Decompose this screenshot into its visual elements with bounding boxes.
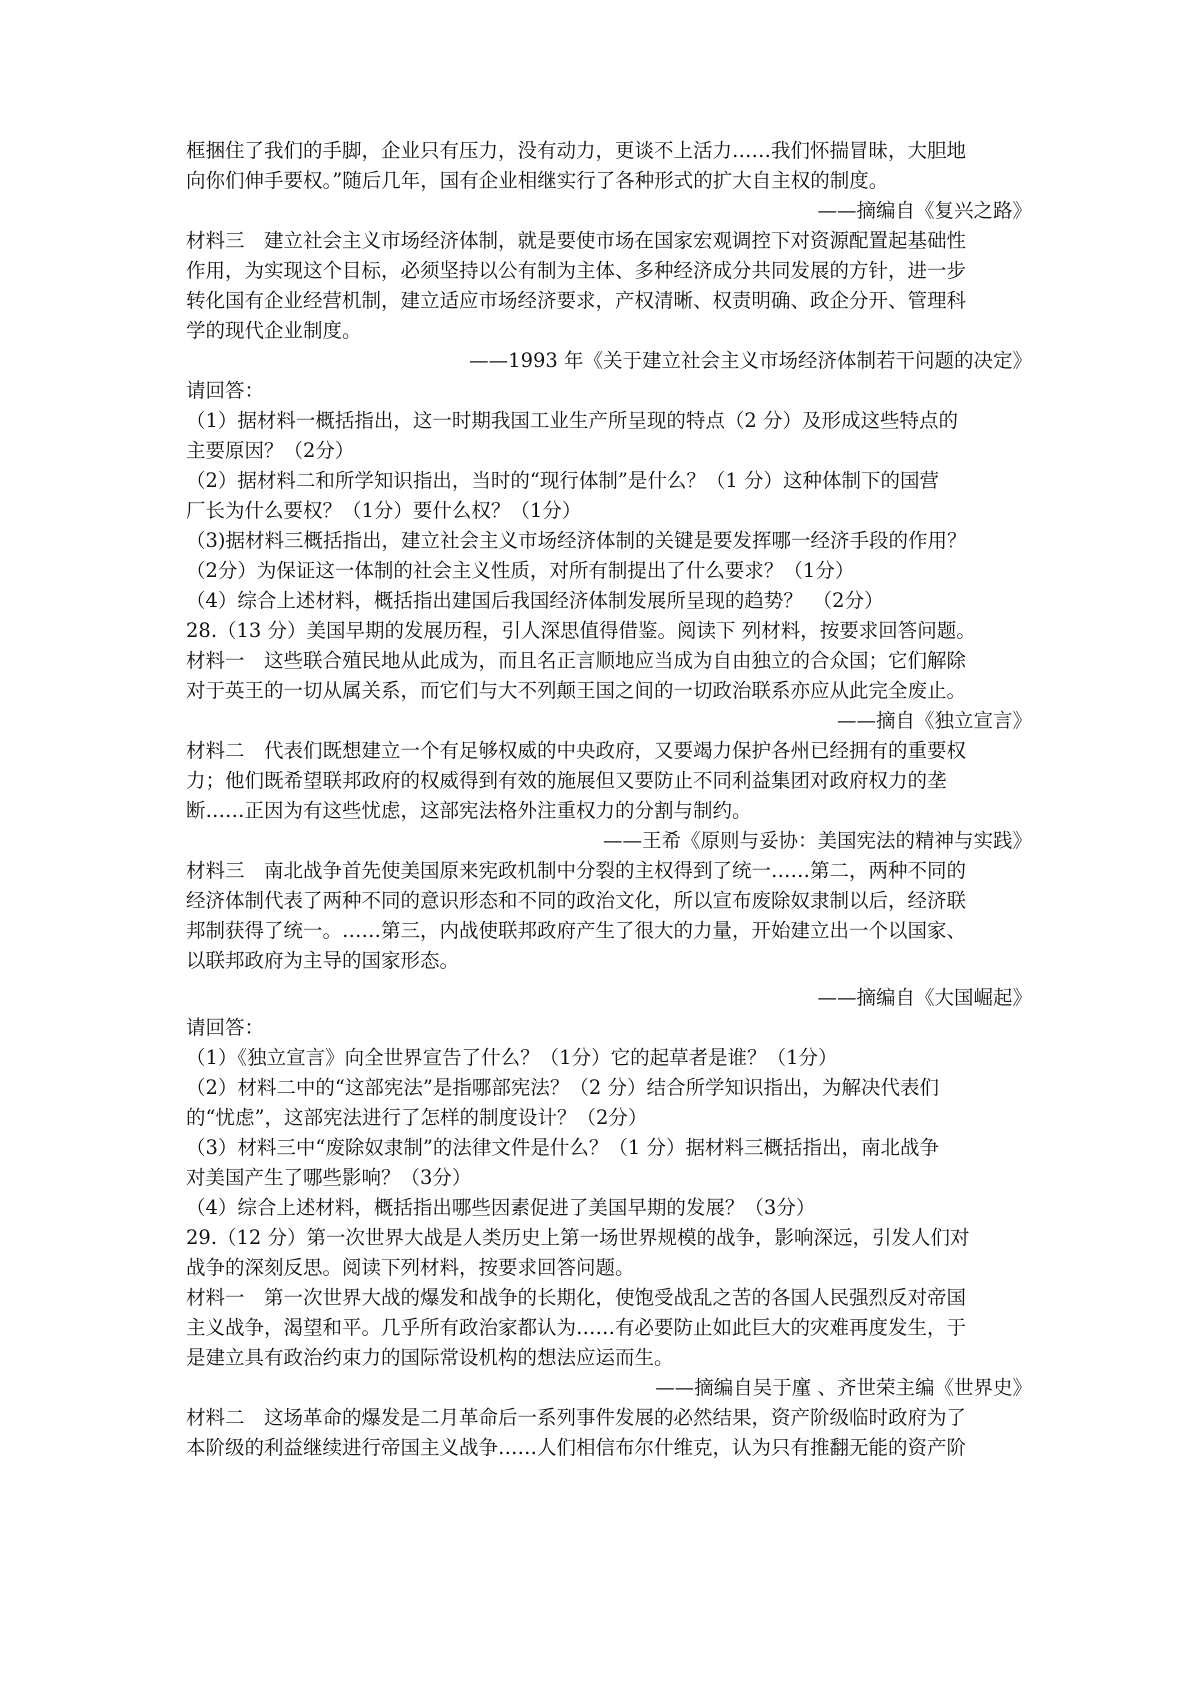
text-line: （1）据材料一概括指出，这一时期我国工业生产所呈现的特点（2 分）及形成这些特点的	[186, 409, 959, 432]
text-line: 28.（13 分）美国早期的发展历程，引人深思值得借鉴。阅读下 列材料，按要求回答问题。	[186, 619, 976, 642]
text-line: 材料一 这些联合殖民地从此成为，而且名正言顺地应当成为自由独立的合众国；它们解除	[186, 649, 967, 672]
text-line: （3)据材料三概括指出，建立社会主义市场经济体制的关键是要发挥哪一经济手段的作用？	[186, 529, 967, 552]
text-line: 战争的深刻反思。阅读下列材料，按要求回答问题。	[186, 1256, 635, 1279]
text-line: （2）据材料二和所学知识指出，当时的“现行体制”是什么？（1 分）这种体制下的国营	[186, 469, 939, 492]
text-line: 主义战争，渴望和平。几乎所有政治家都认为……有必要防止如此巨大的灾难再度发生，于	[186, 1316, 967, 1339]
text-line: 材料三 建立社会主义市场经济体制，就是要使市场在国家宏观调控下对资源配置起基础性	[186, 229, 967, 252]
text-line: 材料三 南北战争首先使美国原来宪政机制中分裂的主权得到了统一……第二，两种不同的	[186, 859, 967, 882]
text-line: 力；他们既希望联邦政府的权威得到有效的施展但又要防止不同利益集团对政府权力的垄	[186, 769, 947, 792]
text-line: （2分）为保证这一体制的社会主义性质，对所有制提出了什么要求？（1分）	[186, 559, 855, 582]
text-line: 材料二 代表们既想建立一个有足够权威的中央政府，又要竭力保护各州已经拥有的重要权	[186, 739, 967, 762]
text-line: 转化国有企业经营机制，建立适应市场经济要求，产权清晰、权责明确、政企分开、管理科	[186, 289, 967, 312]
text-line: 断……正因为有这些忧虑，这部宪法格外注重权力的分割与制约。	[186, 799, 752, 822]
text-line: 邦制获得了统一。……第三，内战使联邦政府产生了很大的力量，开始建立出一个以国家、	[186, 919, 967, 942]
source-citation: ——摘编自《大国崛起》	[817, 986, 1032, 1009]
text-line: 作用，为实现这个目标，必须坚持以公有制为主体、多种经济成分共同发展的方针，进一步	[186, 259, 967, 282]
text-line: 材料一 第一次世界大战的爆发和战争的长期化，使饱受战乱之苦的各国人民强烈反对帝国	[186, 1286, 967, 1309]
text-line: （3）材料三中“废除奴隶制”的法律文件是什么？（1 分）据材料三概括指出，南北战争	[186, 1136, 939, 1159]
source-citation: ——1993 年《关于建立社会主义市场经济体制若干问题的决定》	[469, 349, 1032, 372]
text-line: 材料二 这场革命的爆发是二月革命后一系列事件发展的必然结果，资产阶级临时政府为了	[186, 1406, 967, 1429]
text-line: 29.（12 分）第一次世界大战是人类历史上第一场世界规模的战争，影响深远，引发人们对	[186, 1226, 970, 1249]
text-line: 以联邦政府为主导的国家形态。	[186, 949, 460, 972]
text-line: 框捆住了我们的手脚，企业只有压力，没有动力，更谈不上活力……我们怀揣冒昧，大胆地	[186, 139, 967, 162]
source-citation: ——摘编自《复兴之路》	[817, 199, 1032, 222]
text-line: 向你们伸手要权。”随后几年，国有企业相继实行了各种形式的扩大自主权的制度。	[186, 169, 889, 192]
text-line: 的“忧虑”，这部宪法进行了怎样的制度设计？（2分）	[186, 1106, 648, 1129]
text-line: 主要原因？（2分）	[186, 439, 355, 462]
source-citation: ——王希《原则与妥协：美国宪法的精神与实践》	[602, 829, 1032, 852]
text-line: 经济体制代表了两种不同的意识形态和不同的政治文化，所以宣布废除奴隶制以后，经济联	[186, 889, 967, 912]
text-line: 厂长为什么要权？（1分）要什么权？（1分）	[186, 499, 582, 522]
source-citation: ——摘编自吴于廑 、齐世荣主编《世界史》	[655, 1376, 1032, 1399]
text-line: 学的现代企业制度。	[186, 319, 362, 342]
text-line: 请回答：	[186, 1016, 265, 1039]
text-line: （4）综合上述材料，概括指出哪些因素促进了美国早期的发展？（3分）	[186, 1196, 816, 1219]
text-line: 本阶级的利益继续进行帝国主义战争……人们相信布尔什维克，认为只有推翻无能的资产阶	[186, 1436, 967, 1459]
text-line: （4）综合上述材料，概括指出建国后我国经济体制发展所呈现的趋势？ （2分）	[186, 589, 884, 612]
text-line: 是建立具有政治约束力的国际常设机构的想法应运而生。	[186, 1346, 674, 1369]
text-line: （2）材料二中的“这部宪法”是指哪部宪法？（2 分）结合所学知识指出，为解决代表们	[186, 1076, 939, 1099]
text-line: 请回答：	[186, 379, 265, 402]
text-line: 对美国产生了哪些影响？（3分）	[186, 1166, 472, 1189]
text-line: （1）《独立宣言》向全世界宣告了什么？（1分）它的起草者是谁？（1分）	[186, 1046, 838, 1069]
source-citation: ——摘自《独立宣言》	[836, 709, 1032, 732]
text-line: 对于英王的一切从属关系，而它们与大不列颠王国之间的一切政治联系亦应从此完全废止。	[186, 679, 967, 702]
